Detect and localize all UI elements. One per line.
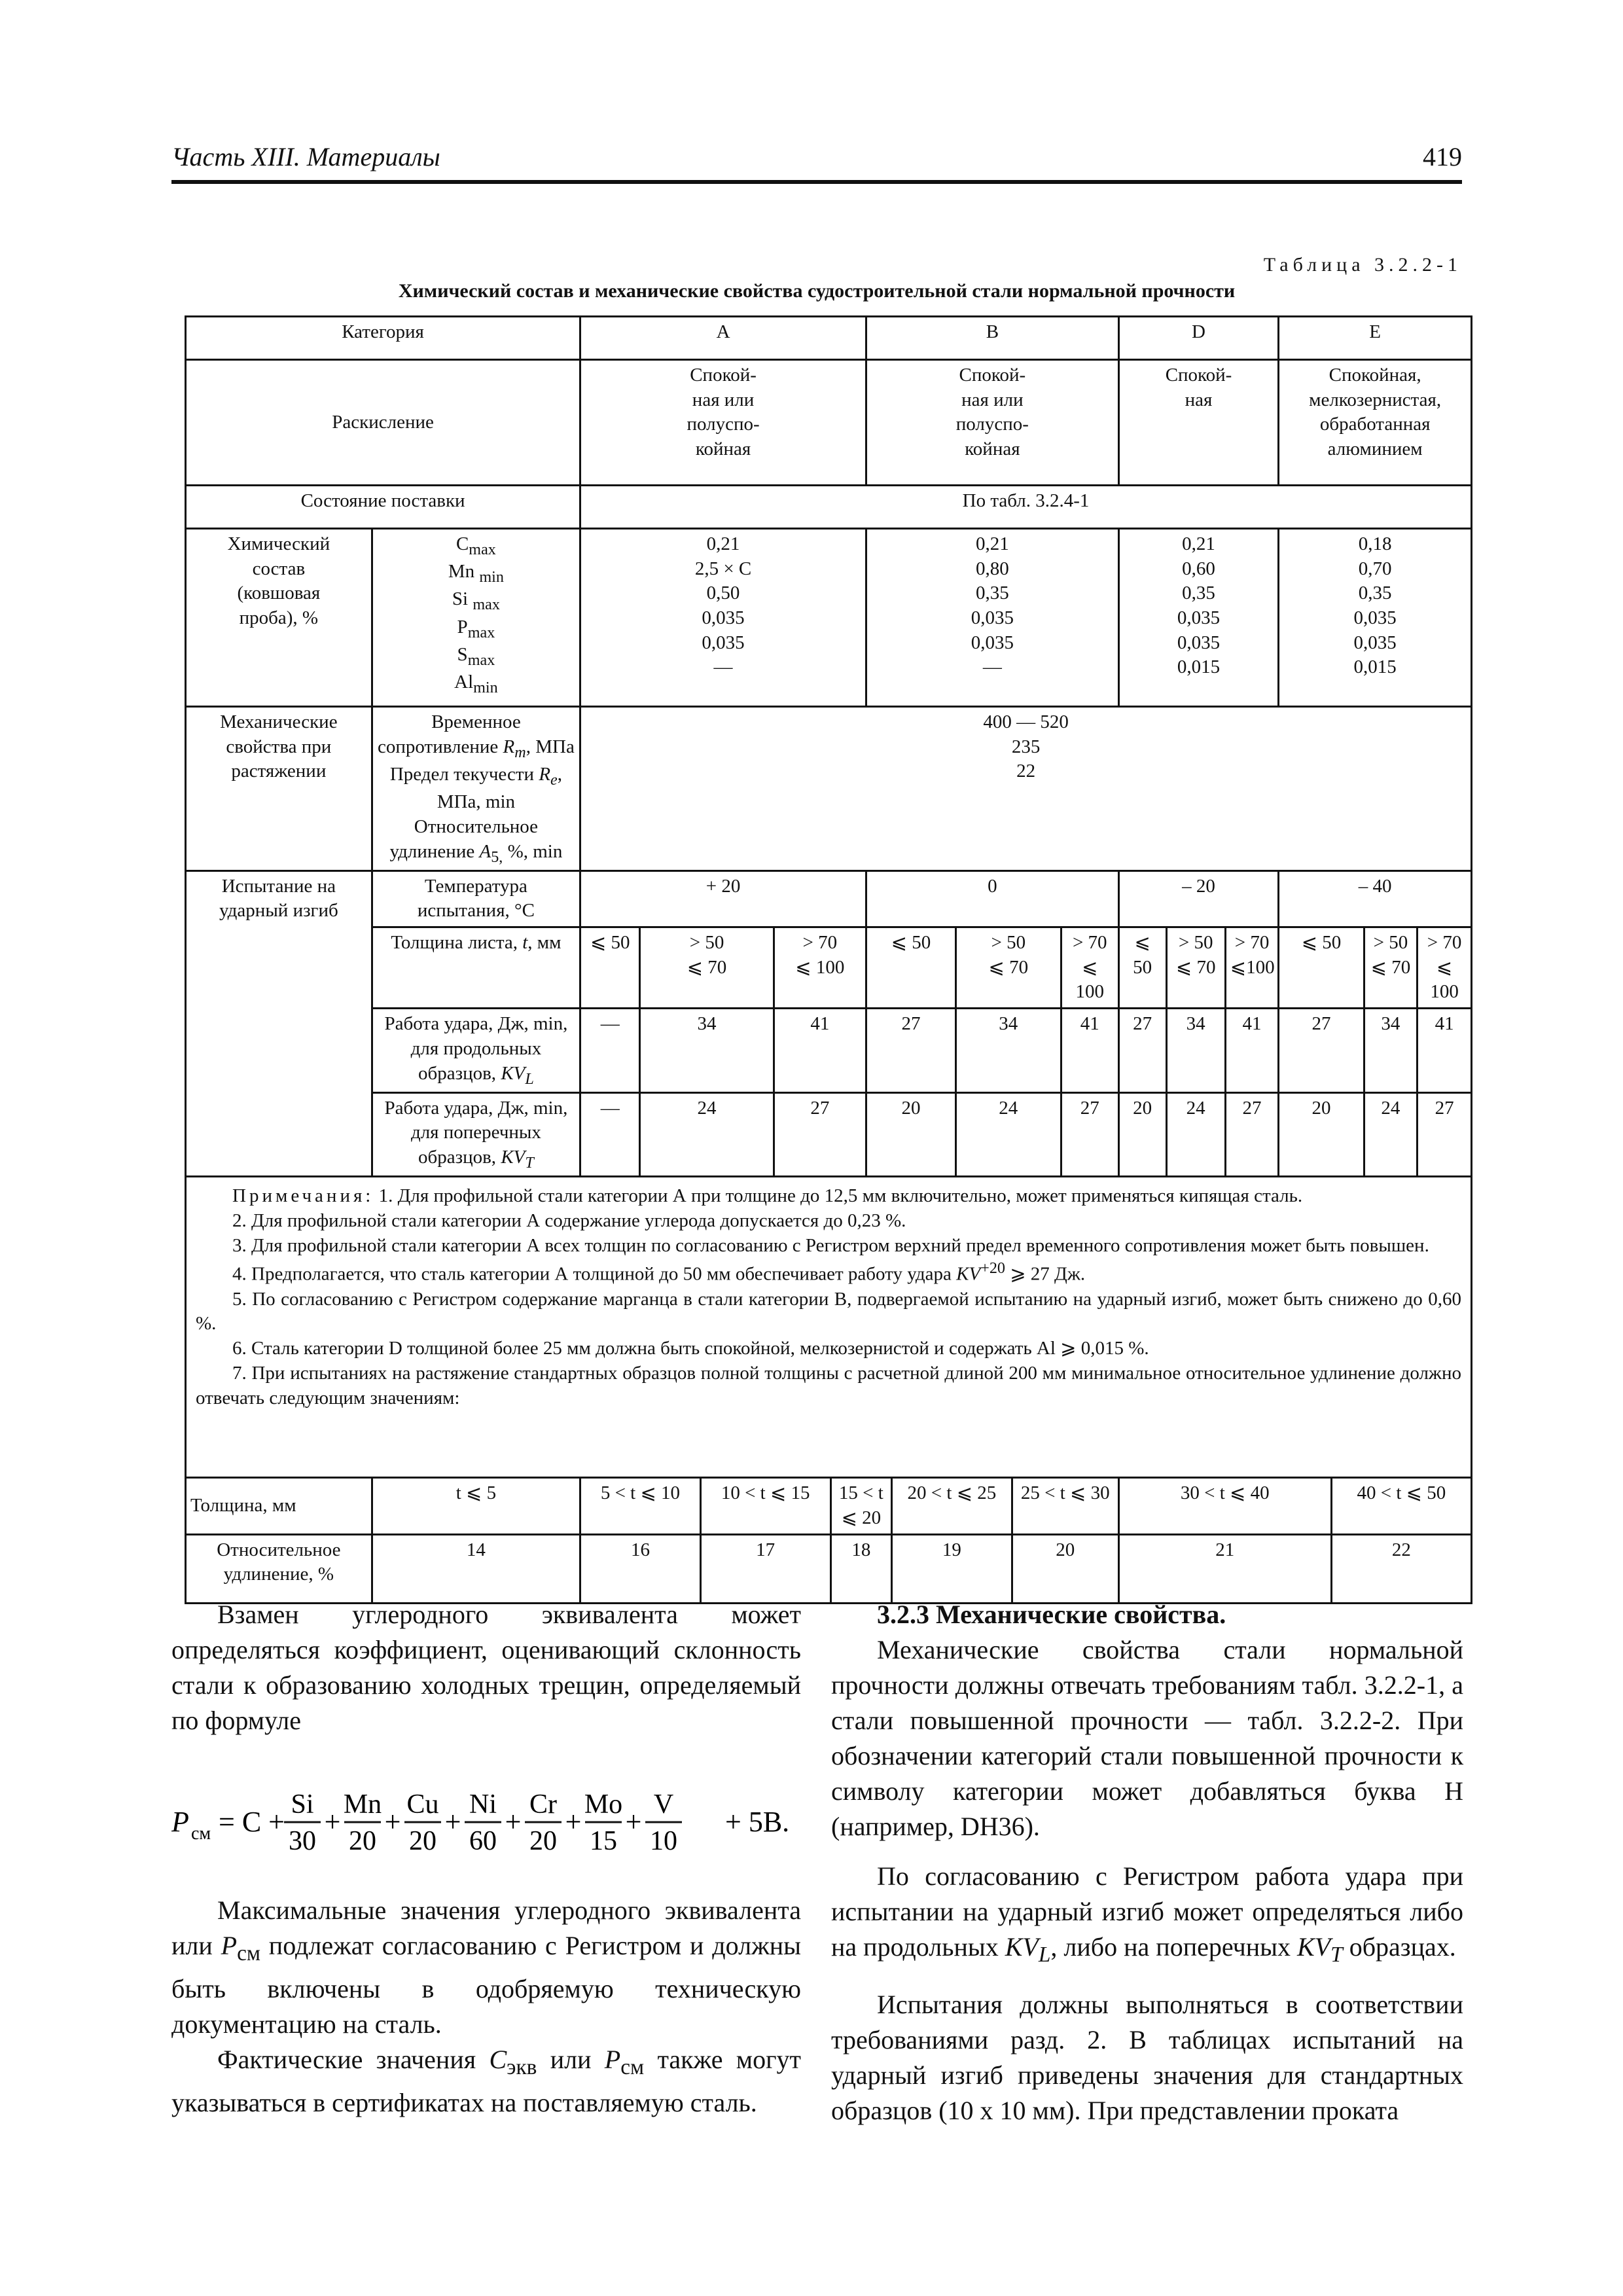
- elongation-value: 14: [372, 1534, 580, 1603]
- formula-denominator: 30: [289, 1826, 316, 1856]
- formula-numerator: Si: [291, 1789, 314, 1820]
- thickness-d-2: > 50 ⩽ 70: [1166, 927, 1225, 1009]
- mechanical-values: 400 — 520 235 22: [580, 707, 1472, 871]
- category-row: [186, 317, 1472, 360]
- kvl-value: 41: [774, 1009, 866, 1093]
- kvl-value: 27: [866, 1009, 955, 1093]
- thickness-a-2: > 50 ⩽ 70: [640, 927, 774, 1009]
- kvt-value: 27: [1061, 1092, 1118, 1177]
- note-5: 5. По согласованию с Регистром содержание марганца в стали категории В, подвергаемой испытанию на ударный изгиб, может быть снижено до 0,60 %.: [196, 1288, 1461, 1335]
- mechanical-row: [186, 707, 1472, 871]
- notes-row: [186, 1177, 1472, 1478]
- pcm-formula-svg: [171, 1762, 801, 1873]
- elongation-thickness-label: Толщина, мм: [186, 1478, 372, 1534]
- element-s: $S_{max}$: [457, 643, 495, 669]
- deoxidation-d: Спокой- ная: [1118, 360, 1279, 486]
- kvt-value: 24: [1364, 1092, 1418, 1177]
- category-a: A: [580, 317, 866, 360]
- chemical-elements: [372, 529, 580, 707]
- table-title: Химический состав и механические свойства судостроительной стали нормальной прочности: [398, 280, 1236, 302]
- paragraph-pcm-intro: Взамен углеродного эквивалента может определяться коэффициент, оценивающий склонность стали к образованию холодных трещин, определяемый по формуле: [171, 1600, 801, 1735]
- elongation-value: 21: [1118, 1534, 1331, 1603]
- kvt-value: 20: [866, 1092, 955, 1177]
- thickness-a-3: > 70 ⩽ 100: [774, 927, 866, 1009]
- element-al: $Al_{min}$: [454, 672, 498, 696]
- elongation-range: 40 < t ⩽ 50: [1331, 1478, 1471, 1534]
- formula-plus: +: [505, 1806, 522, 1838]
- thickness-label: Толщина листа, t, мм: [372, 927, 580, 1009]
- thickness-e-1: ⩽ 50: [1279, 927, 1364, 1009]
- elongation-value: 18: [830, 1534, 891, 1603]
- chemical-values-d: 0,21 0,60 0,35 0,035 0,035 0,015: [1118, 529, 1279, 707]
- pcm-formula: [171, 1762, 801, 1873]
- right-column: [831, 1597, 1463, 2128]
- element-si: Si $_{max}$: [452, 588, 500, 614]
- deoxidation-b: Спокой- ная или полуспо- койная: [866, 360, 1118, 486]
- kvt-value: 24: [1166, 1092, 1225, 1177]
- kvt-value: —: [580, 1092, 640, 1177]
- elongation-range: 15 < t ⩽ 20: [830, 1478, 891, 1534]
- impact-kvt-row: [186, 1092, 1472, 1177]
- kvl-value: 34: [640, 1009, 774, 1093]
- deoxidation-row: [186, 360, 1472, 486]
- kvl-label: Работа удара, Дж, min, для продольных образцов, $KV_L$: [372, 1009, 580, 1093]
- chemical-label: Химический состав (ковшовая проба), %: [186, 529, 372, 707]
- formula-eq: = C +: [219, 1806, 285, 1838]
- formula-terms: [284, 1789, 682, 1856]
- kvt-value: 27: [1418, 1092, 1472, 1177]
- elongation-range: t ⩽ 5: [372, 1478, 580, 1534]
- formula-numerator: Mo: [584, 1789, 623, 1820]
- temperature-a: + 20: [580, 870, 866, 927]
- formula-plus: +: [324, 1806, 341, 1838]
- thickness-d-1: ⩽ 50: [1118, 927, 1166, 1009]
- note-7: 7. При испытаниях на растяжение стандартных образцов полной толщины с расчетной длиной 200 мм минимальное относительное удлинение должно отвечать следующим значениям:: [196, 1362, 1461, 1408]
- kvl-value: 34: [1364, 1009, 1418, 1093]
- note-2: 2. Для профильной стали категории А содержание углерода допускается до 0,23 %.: [232, 1210, 906, 1232]
- kvl-value: 41: [1418, 1009, 1472, 1093]
- kvt-value: 27: [1225, 1092, 1279, 1177]
- chemical-row: [186, 529, 1472, 707]
- formula-lhs-sub: см: [191, 1823, 211, 1844]
- formula-tail: + 5B.: [725, 1806, 790, 1838]
- running-head: Часть XIII. Материалы: [171, 142, 440, 171]
- temperature-e: – 40: [1279, 870, 1472, 927]
- thickness-b-1: ⩽ 50: [866, 927, 955, 1009]
- category-b: B: [866, 317, 1118, 360]
- impact-kvl-row: [186, 1009, 1472, 1093]
- paragraph-impact: По согласованию с Регистром работа удара при испытании на ударный изгиб может определяться либо на продольных $KV_L$, либо на поперечных $KV_T$ образцах.: [831, 1861, 1463, 1967]
- steel-properties-table: [185, 315, 1472, 1604]
- paragraph-tests: Испытания должны выполняться в соответствии требованиями разд. 2. В таблицах испытаний на ударный изгиб приведены значения для стандартных образцов (10 х 10 мм). При представлении проката: [831, 1990, 1463, 2125]
- thickness-b-3: > 70 ⩽ 100: [1061, 927, 1118, 1009]
- formula-lhs: P: [171, 1806, 189, 1838]
- kvl-value: 41: [1225, 1009, 1279, 1093]
- elongation-thickness-row: [186, 1478, 1472, 1534]
- kvl-value: 34: [955, 1009, 1061, 1093]
- section-heading: 3.2.3 Механические свойства.: [877, 1600, 1226, 1629]
- formula-numerator: Mn: [343, 1789, 382, 1820]
- table-number: Таблица 3.2.2-1: [1263, 254, 1462, 276]
- temperature-b: 0: [866, 870, 1118, 927]
- kvt-value: 24: [640, 1092, 774, 1177]
- deoxidation-a: Спокой- ная или полуспо- койная: [580, 360, 866, 486]
- elongation-value: 20: [1012, 1534, 1118, 1603]
- deoxidation-label: Раскисление: [186, 360, 580, 486]
- element-p: $P_{max}$: [457, 616, 495, 641]
- note-4: 4. Предполагается, что сталь категории А толщиной до 50 мм обеспечивает работу удара $KV^{+20}$ ⩾ 27 Дж.: [232, 1259, 1086, 1285]
- kvt-label: Работа удара, Дж, min, для поперечных образцов, $KV_T$: [372, 1092, 580, 1177]
- elongation-value: 22: [1331, 1534, 1471, 1603]
- chemical-values-a: 0,21 2,5 × C 0,50 0,035 0,035 —: [580, 529, 866, 707]
- impact-label: Испытание на ударный изгиб: [186, 870, 372, 1177]
- elongation-range: 10 < t ⩽ 15: [700, 1478, 830, 1534]
- elongation-range: 25 < t ⩽ 30: [1012, 1478, 1118, 1534]
- mechanical-properties: [372, 707, 580, 871]
- note-6: 6. Сталь категории D толщиной более 25 мм должна быть спокойной, мелкозернистой и содержать Al ⩾ 0,015 %.: [232, 1338, 1149, 1359]
- formula-numerator: Ni: [469, 1789, 497, 1820]
- formula-plus: +: [444, 1806, 461, 1838]
- thickness-b-2: > 50 ⩽ 70: [955, 927, 1061, 1009]
- page-header: [171, 141, 1462, 184]
- formula-numerator: V: [653, 1789, 674, 1820]
- elongation-value: 19: [892, 1534, 1012, 1603]
- kvl-value: 27: [1118, 1009, 1166, 1093]
- elongation-values-label: Относительное удлинение, %: [186, 1534, 372, 1603]
- formula-denominator: 20: [349, 1826, 376, 1856]
- elongation-label: Относительное удлинение $A_{5,}$ %, min: [389, 816, 563, 866]
- formula-numerator: Cr: [529, 1789, 557, 1820]
- impact-thickness-row: [186, 927, 1472, 1009]
- kvt-value: 20: [1279, 1092, 1364, 1177]
- kvt-value: 20: [1118, 1092, 1166, 1177]
- kvl-value: —: [580, 1009, 640, 1093]
- note-3: 3. Для профильной стали категории А всех толщин по согласованию с Регистром верхний предел временного сопротивления может быть повышен.: [232, 1234, 1429, 1256]
- formula-denominator: 10: [650, 1826, 677, 1856]
- kvt-value: 27: [774, 1092, 866, 1177]
- mechanical-label: Механические свойства при растяжении: [186, 707, 372, 871]
- elongation-range: 20 < t ⩽ 25: [892, 1478, 1012, 1534]
- category-label: Категория: [186, 317, 580, 360]
- formula-plus: +: [625, 1806, 642, 1838]
- deoxidation-e: Спокойная, мелкозернистая, обработанная алюминием: [1279, 360, 1472, 486]
- delivery-row: [186, 486, 1472, 529]
- tensile-strength-label: Временное сопротивление $R_m$, МПа: [378, 711, 575, 761]
- formula-denominator: 20: [409, 1826, 437, 1856]
- formula-plus: +: [565, 1806, 582, 1838]
- thickness-d-3: > 70 ⩽100: [1225, 927, 1279, 1009]
- formula-denominator: 15: [590, 1826, 617, 1856]
- left-column: [171, 1597, 801, 2121]
- chemical-values-b: 0,21 0,80 0,35 0,035 0,035 —: [866, 529, 1118, 707]
- element-c: $C_{max}$: [455, 533, 496, 558]
- impact-temperature-row: [186, 870, 1472, 927]
- paragraph-actual-values: Фактические значения $C_{экв}$ или $P_{см}$ также могут указываться в сертификатах на поставляемую сталь.: [171, 2045, 801, 2117]
- category-e: E: [1279, 317, 1472, 360]
- elongation-value: 16: [580, 1534, 701, 1603]
- category-d: D: [1118, 317, 1279, 360]
- kvl-value: 34: [1166, 1009, 1225, 1093]
- elongation-range: 30 < t ⩽ 40: [1118, 1478, 1331, 1534]
- formula-plus: +: [384, 1806, 401, 1838]
- chemical-values-e: 0,18 0,70 0,35 0,035 0,035 0,015: [1279, 529, 1472, 707]
- thickness-e-3: > 70 ⩽ 100: [1418, 927, 1472, 1009]
- formula-denominator: 20: [529, 1826, 557, 1856]
- kvt-value: 24: [955, 1092, 1061, 1177]
- delivery-value: По табл. 3.2.4-1: [580, 486, 1472, 529]
- thickness-a-1: ⩽ 50: [580, 927, 640, 1009]
- page-number: 419: [1423, 142, 1462, 171]
- note-1: Примечания: 1. Для профильной стали категории А при толщине до 12,5 мм включительно, может применяться кипящая сталь.: [232, 1185, 1303, 1207]
- notes: [186, 1177, 1472, 1478]
- formula-numerator: Cu: [406, 1789, 439, 1820]
- elongation-value: 17: [700, 1534, 830, 1603]
- paragraph-max-values: Максимальные значения углеродного эквивалента или $P_{см}$ подлежат согласованию с Регистром и должны быть включены в одобряемую техническую документацию на сталь.: [171, 1895, 801, 2039]
- kvl-value: 27: [1279, 1009, 1364, 1093]
- elongation-range: 5 < t ⩽ 10: [580, 1478, 701, 1534]
- temperature-label: Температура испытания, °С: [372, 870, 580, 927]
- temperature-d: – 20: [1118, 870, 1279, 927]
- formula-denominator: 60: [469, 1826, 497, 1856]
- paragraph-mechanical: Механические свойства стали нормальной прочности должны отвечать требованиям табл. 3.2.2-1, а стали повышенной прочности — табл. 3.2.2-2. При обозначении категорий стали повышенной прочности к символу категории может добавляться буква H (например, DH36).: [831, 1635, 1463, 1841]
- thickness-e-2: > 50 ⩽ 70: [1364, 927, 1418, 1009]
- kvl-value: 41: [1061, 1009, 1118, 1093]
- delivery-label: Состояние поставки: [186, 486, 580, 529]
- elongation-values-row: [186, 1534, 1472, 1603]
- element-mn: Mn $_{min}$: [448, 561, 504, 586]
- notes-heading: Примечания:: [232, 1185, 374, 1207]
- yield-strength-label: Предел текучести $R_e$, МПа, min: [389, 763, 563, 813]
